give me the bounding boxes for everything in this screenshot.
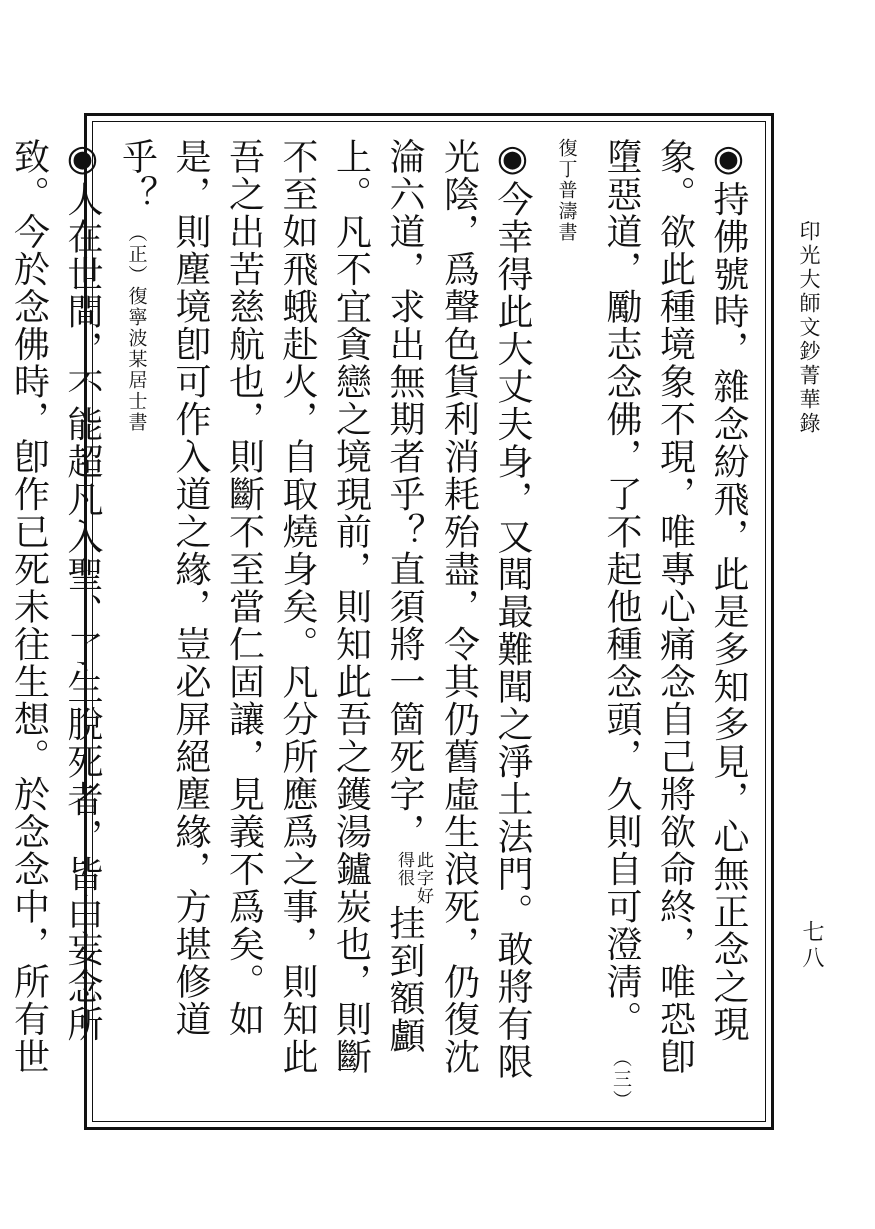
main-text — [8, 138, 755, 1108]
inline-note-line-1: 此字好 — [413, 850, 433, 905]
passage-2-text-a: ◉今幸得此大丈夫身，又聞最難聞之淨土法門。敢將有限光陰，爲聲色貨利消耗殆盡，令其仍舊虛生浪死，仍復沈淪六道，求出無期者乎？直須將一箇死字， — [384, 138, 533, 1081]
passage-1-text: ◉持佛號時，雜念紛飛，此是多知多見，心無正念之現象。欲此種境象不現，唯專心痛念自己將欲命終，唯恐卽墮惡道，勵志念佛，了不起他種念頭，久則自可澄淸。 — [601, 138, 749, 1076]
passage-2-text-b: 挂到額顱上。凡不宜貪戀之境現前，則知此吾之鑊湯鑪炭也，則斷不至如飛蛾赴火，自取燒身矣。凡分所應爲之事，則知此吾之出苦慈航也，則斷不至當仁固讓，見義不爲矣。如是，則塵境卽可作入道之緣，豈必屏絕塵緣，方堪修道乎？ — [116, 138, 425, 1076]
passage-2-source: （正）復寧波某居士書 — [125, 223, 148, 433]
running-title: 印光大師文鈔菁華錄 — [797, 220, 821, 436]
page-number: 七八 — [799, 920, 824, 972]
passage-3-text: ◉人在世間，不能超凡入聖、了生脫死者，皆由妄念所致。今於念佛時，卽作已死未往生想。於念念中，所有世 — [8, 138, 103, 1076]
inline-note-line-2: 得很 — [394, 850, 414, 887]
passage-2-inline-note — [394, 851, 432, 905]
passage-1-source: （三）復丁普濤書 — [555, 138, 632, 1102]
